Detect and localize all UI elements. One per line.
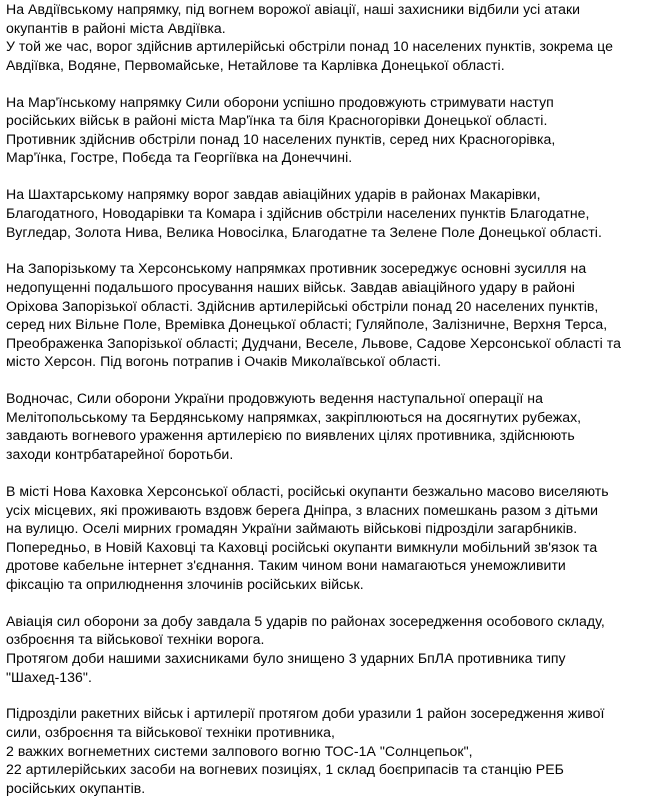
paragraph-offensive-operation [6,389,654,463]
text-line: На Запорізькому та Херсонському напрямках противник зосереджує основні зусилля на [6,260,587,277]
paragraph-zaporizhzhia-kherson [6,259,654,371]
text-line: завдають вогневого ураження артилерією по виявлених цілях противника, здійснюють [6,427,575,444]
paragraph-nova-kakhovka [6,482,654,594]
text-line: 22 артилерійських засоби на вогневих позиціях, 1 склад боєприпасів та станцію РЕБ [6,761,564,778]
paragraph-artillery [6,704,654,797]
text-line: "Шахед-136". [6,668,92,685]
text-line: усіх місцевих, які проживають вздовж берега Дніпра, з власних помешкань разом з дітьми [6,501,599,518]
text-line: Протягом доби нашими захисниками було знищено 3 ударних БпЛА противника типу [6,650,566,666]
text-line: на вулицю. Оселі мирних громадян України займають військові підрозділи загарбників. [6,520,578,537]
text-line: Попередньо, в Новій Каховці та Каховці російські окупанти вимкнули мобільний зв'язок та [6,538,598,555]
text-line: Авіація сил оборони за добу завдала 5 ударів по районах зосередження особового складу, [6,612,605,629]
text-line: недопущенні подальшого просування наших військ. Завдав авіаційного удару в районі [6,279,575,296]
text-line: Вугледар, Золота Нива, Велика Новосілка, Благодатне та Зелене Поле Донецької області. [6,223,602,240]
paragraph-aviation [6,612,654,686]
text-line: дротове кабельне інтернет з'єднання. Таким чином вони намагаються унеможливити [6,557,566,574]
text-line: місто Херсон. Під вогонь потрапив і Очаків Миколаївської області. [6,353,442,370]
text-line: Мар'їнка, Гостре, Побєда та Георгіївка на Донеччині. [6,149,353,166]
text-line: Підрозділи ракетних військ і артилерії протягом доби уразили 1 район зосередження живої [6,705,605,722]
text-line: На Шахтарському напрямку ворог завдав авіаційних ударів в районах Макарівки, [6,186,541,203]
text-line: На Мар'їнському напрямку Сили оборони успішно продовжують стримувати наступ [6,93,554,110]
text-line: озброєння та військової техніки ворога. [6,631,265,648]
text-line: російських окупантів. [6,779,146,796]
text-line: Противник здійснив обстріли понад 10 населених пунктів, серед них Красногорівка, [6,130,556,147]
text-line: серед них Вільне Поле, Времівка Донецької області; Гуляйполе, Залізничне, Верхня Терса, [6,316,608,333]
text-line: Мелітопольському та Бердянському напрямках, закріплюються на досягнутих рубежах, [6,408,582,425]
text-line: Водночас, Сили оборони України продовжують ведення наступальної операції на [6,390,543,407]
text-line: Авдіївка, Водяне, Первомайське, Нетайлове та Карлівка Донецької області. [6,56,505,73]
text-line: Благодатного, Новодарівки та Комара і здійснив обстріли населених пунктів Благодатне, [6,204,590,221]
paragraph-marinka [6,93,654,167]
text-line: 2 важких вогнеметних системи залпового вогню ТОС-1А "Солнцепьок", [6,742,473,759]
text-line: Преображенка Запорізької області; Дудчани, Веселе, Львове, Садове Херсонської області та [6,334,621,351]
text-line: На Авдіївському напрямку, під вогнем ворожої авіації, наші захисники відбили усі атаки [6,1,581,17]
post-text [6,0,654,797]
text-line: заходи контрбатарейної боротьби. [6,446,234,463]
paragraph-avdiivka [6,0,654,74]
text-line: В місті Нова Каховка Херсонської області, російські окупанти безжально масово виселяють [6,482,609,499]
text-line: Оріхова Запорізької області. Здійснив артилерійські обстріли понад 20 населених пунктів, [6,297,599,314]
text-line: російських військ в районі міста Мар'їнка та біля Красногорівки Донецької області. [6,112,548,129]
text-line: сили, озброєння та військової техніки противника, [6,724,335,741]
text-line: окупантів в районі міста Авдіївка. [6,19,226,36]
paragraph-shakhtarske [6,185,654,241]
text-line: фіксацію та оприлюднення злочинів російських військ. [6,575,364,592]
text-line: У той же час, ворог здійснив артилерійські обстріли понад 10 населених пунктів, зокрема це [6,38,613,55]
